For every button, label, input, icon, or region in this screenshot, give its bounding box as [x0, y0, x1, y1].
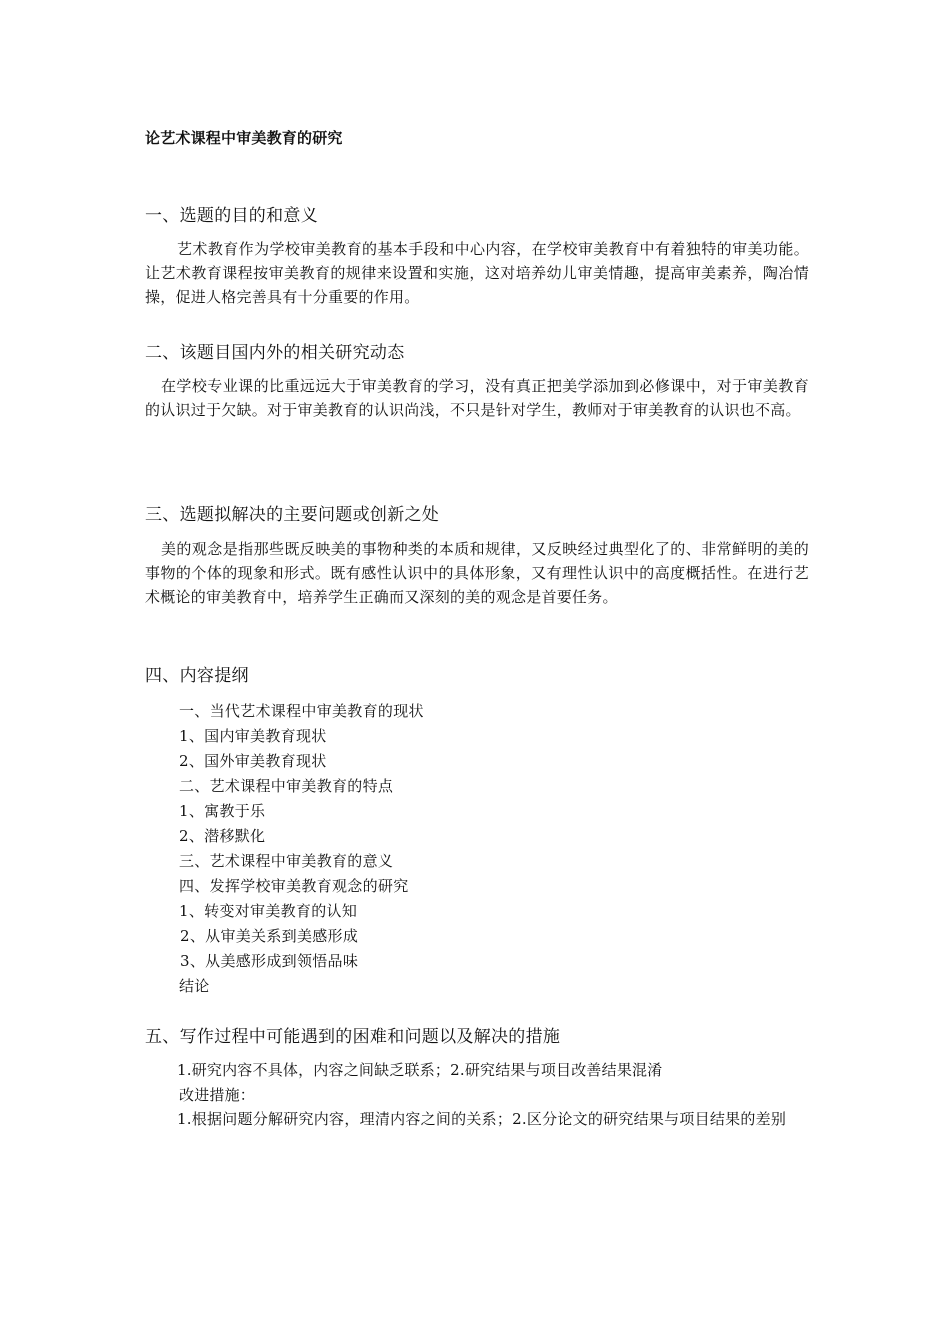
outline-item: 1、寓教于乐 — [179, 802, 266, 820]
outline-item: 一、当代艺术课程中审美教育的现状 — [179, 702, 424, 720]
outline-list — [179, 699, 424, 999]
section-heading-purpose: 一、选题的目的和意义 — [145, 206, 318, 226]
section-body-research-status: 在学校专业课的比重远远大于审美教育的学习，没有真正把美学添加到必修课中，对于审美教育的认识过于欠缺。对于审美教育的认识尚浅，不只是针对学生，教师对于审美教育的认识也不高。 — [145, 377, 809, 419]
outline-item: 2、从审美关系到美感形成 — [180, 927, 359, 945]
measures-label: 改进措施： — [179, 1086, 256, 1104]
section-heading-main-problems: 三、选题拟解决的主要问题或创新之处 — [145, 505, 440, 525]
difficulties-problems: 1.研究内容不具体，内容之间缺乏联系；2.研究结果与项目改善结果混淆 — [177, 1061, 663, 1079]
outline-item: 二、艺术课程中审美教育的特点 — [179, 777, 394, 795]
outline-item: 结论 — [179, 977, 210, 995]
section-body-purpose: 艺术教育作为学校审美教育的基本手段和中心内容，在学校审美教育中有着独特的审美功能。让艺术教育课程按审美教育的规律来设置和实施，这对培养幼儿审美情趣，提高审美素养，陶冶情操，促进人格完善具有十分重要的作用。 — [145, 240, 809, 306]
section-heading-research-status: 二、该题目国内外的相关研究动态 — [145, 343, 405, 363]
outline-item: 四、发挥学校审美教育观念的研究 — [179, 877, 409, 895]
outline-item: 1、转变对审美教育的认知 — [179, 902, 358, 920]
outline-item: 1、国内审美教育现状 — [179, 727, 327, 745]
outline-item: 2、国外审美教育现状 — [179, 752, 327, 770]
outline-item: 2、潜移默化 — [179, 827, 266, 845]
measures-body: 1.根据问题分解研究内容，理清内容之间的关系；2.区分论文的研究结果与项目结果的差别 — [177, 1110, 787, 1128]
outline-item: 三、艺术课程中审美教育的意义 — [179, 852, 394, 870]
document-title: 论艺术课程中审美教育的研究 — [145, 129, 343, 147]
section-heading-outline: 四、内容提纲 — [145, 666, 249, 686]
outline-item: 3、从美感形成到领悟品味 — [180, 952, 359, 970]
section-heading-difficulties: 五、写作过程中可能遇到的困难和问题以及解决的措施 — [145, 1027, 561, 1047]
section-body-main-problems: 美的观念是指那些既反映美的事物种类的本质和规律，又反映经过典型化了的、非常鲜明的美的事物的个体的现象和形式。既有感性认识中的具体形象，又有理性认识中的高度概括性。在进行艺术概论的审美教育中，培养学生正确而又深刻的美的观念是首要任务。 — [145, 540, 809, 606]
